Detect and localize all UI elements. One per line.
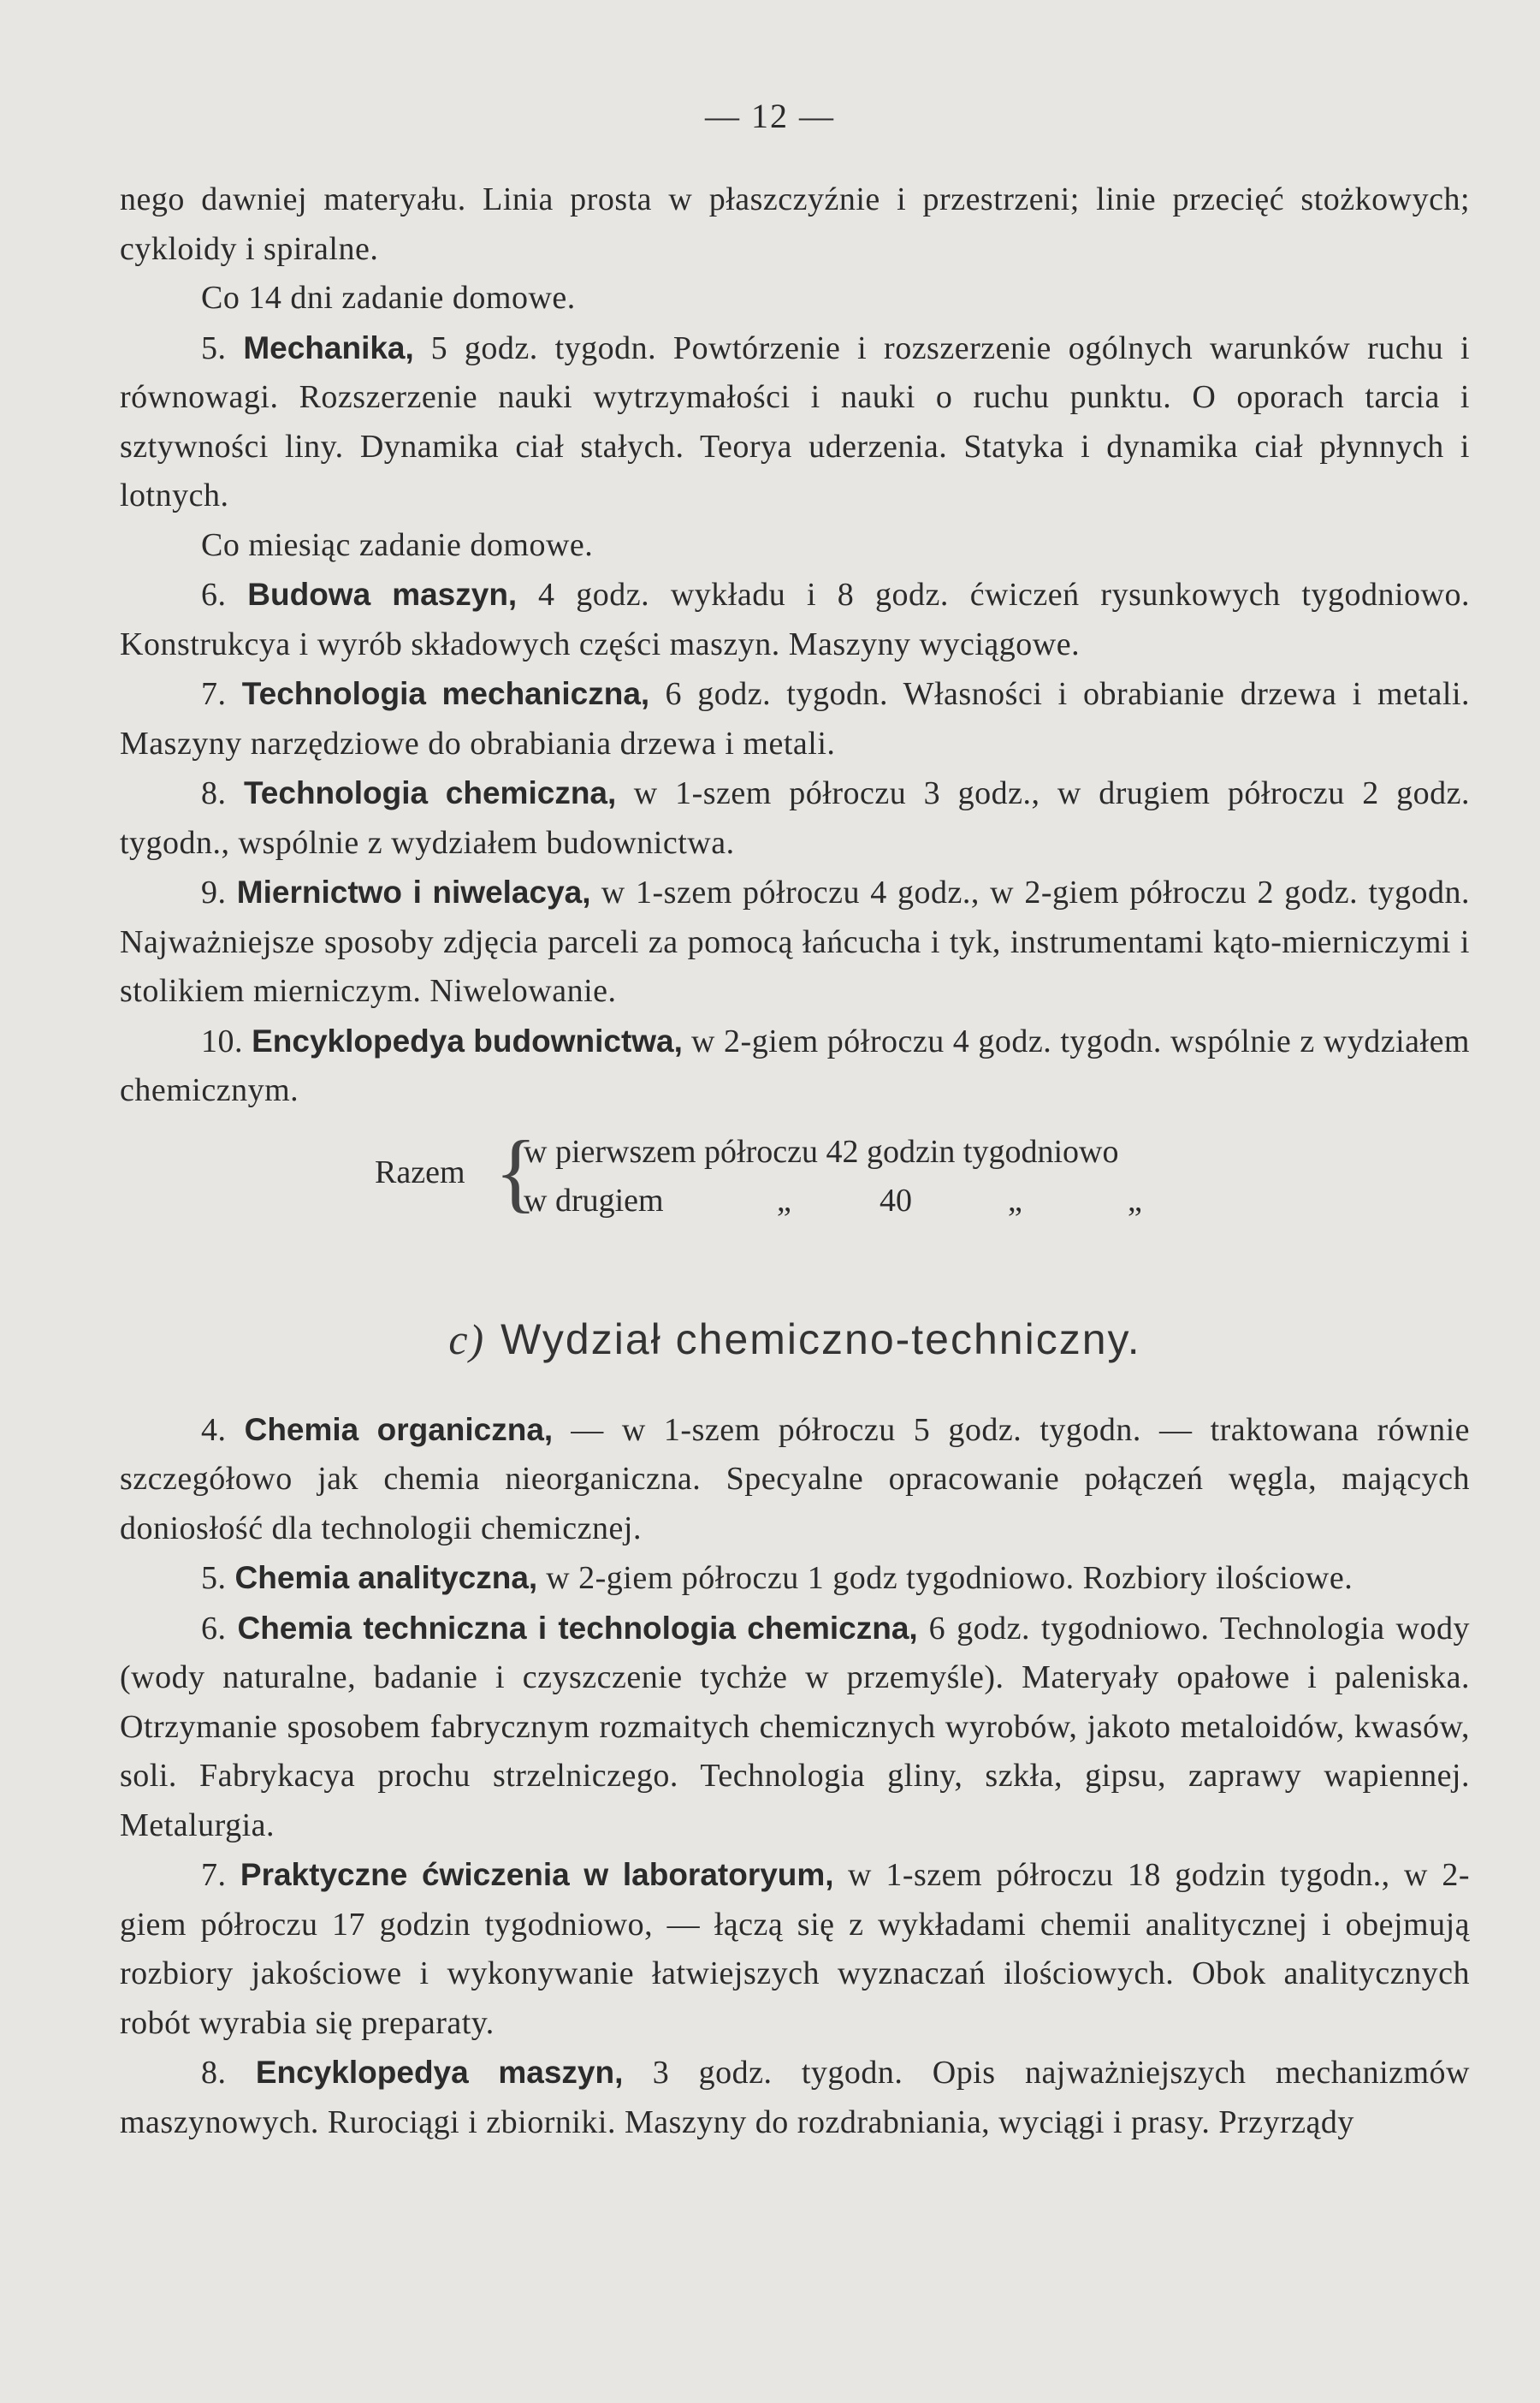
- paragraph-continuation: nego dawniej materyału. Linia prosta w płaszczyźnie i przestrzeni; linie przecięć stożkowych; cykloidy i spiralne.: [120, 181, 1470, 267]
- item-technologia-mechaniczna: [120, 669, 1470, 768]
- item-text: w 1-szem półroczu 4 godz., w 2-giem półroczu 2 godz. tygodn. Najważniejsze sposoby zdjęcia parceli za pomocą łańcucha i tyk, instrumentami kąto-mierniczymi i stolikiem mierniczym. Niwelowanie.: [120, 875, 1471, 1009]
- item-encyklopedya-maszyn: [120, 2048, 1470, 2147]
- page-body: [120, 175, 1470, 2147]
- item-number: 7.: [201, 1857, 240, 1893]
- item-text: 6 godz. tygodniowo. Technologia wody (wody naturalne, badanie i czyszczenie tychże w przemyśle). Materyały opałowe i paleniska. Otrzymanie sposobem fabrycznym rozmaitych chemicznych wyrobów, jakoto metaloidów, kwasów, soli. Fabrykacya prochu strzelniczego. Technologia gliny, szkła, gipsu, zaprawy wapiennej. Metalurgia.: [120, 1610, 1470, 1843]
- item-text: w 1-szem półroczu 3 godz., w drugiem półroczu 2 godz. tygodn., wspólnie z wydziałem budownictwa.: [120, 775, 1471, 861]
- item-title: Praktyczne ćwiczenia w laboratoryum,: [240, 1857, 834, 1892]
- brace-icon: {: [495, 1122, 537, 1221]
- item-title: Miernictwo i niwelacya,: [236, 875, 591, 910]
- item-title: Chemia organiczna,: [244, 1411, 554, 1447]
- item-number: 10.: [201, 1023, 252, 1059]
- item-title: Mechanika,: [243, 329, 414, 365]
- summary-line-second: w drugiem: [524, 1182, 664, 1219]
- item-encyklopedya-budownictwa: [120, 1017, 1470, 1116]
- item-number: 8.: [201, 2055, 256, 2091]
- item-number: 5.: [201, 1560, 235, 1596]
- item-title: Encyklopedya budownictwa,: [252, 1023, 683, 1059]
- item-text: w 2-giem półroczu 1 godz tygodniowo. Rozbiory ilościowe.: [537, 1560, 1353, 1596]
- section-title: Wydział chemiczno-techniczny.: [500, 1314, 1141, 1363]
- item-chemia-techniczna: [120, 1604, 1470, 1851]
- item-title: Chemia techniczna i technologia chemiczna,: [237, 1610, 918, 1646]
- item-title: Technologia mechaniczna,: [241, 676, 650, 711]
- section-letter: c): [448, 1314, 486, 1363]
- item-text: w 2-giem półroczu 4 godz. tygodn. wspólnie z wydziałem chemicznym.: [120, 1023, 1470, 1108]
- item-text: — w 1-szem półroczu 5 godz. tygodn. — traktowana równie szczegółowo jak chemia nieorganiczna. Specyalne opracowanie połączeń węgla, mających doniosłość dla technologii chemicznej.: [120, 1411, 1471, 1546]
- item-budowa-maszyn: [120, 570, 1470, 669]
- item-mechanika: [120, 323, 1470, 521]
- item-number: 4.: [201, 1411, 245, 1448]
- item-technologia-chemiczna: [120, 768, 1470, 868]
- item-chemia-analityczna: [120, 1553, 1470, 1604]
- summary-line-first: w pierwszem półroczu 42 godzin tygodniowo: [524, 1133, 1119, 1170]
- item-number: 6.: [201, 577, 248, 613]
- ditto-mark: „: [777, 1182, 791, 1219]
- item-number: 7.: [201, 676, 242, 712]
- hours-summary: [120, 1122, 1470, 1229]
- section-heading: [120, 1314, 1470, 1364]
- item-text: 3 godz. tygodn. Opis najważniejszych mechanizmów maszynowych. Rurociągi i zbiorniki. Maszyny do rozdrabniania, wyciągi i prasy. Przyrządy: [120, 2055, 1470, 2140]
- item-text: w 1-szem półroczu 18 godzin tygodn., w 2-giem półroczu 17 godzin tygodniowo, — łączą się z wykładami chemii analitycznej i obejmują rozbiory jakościowe i wykonywanie łatwiejszych wyznaczań ilościowych. Obok analitycznych robót wyrabia się preparaty.: [120, 1857, 1470, 2041]
- item-number: 8.: [201, 775, 244, 811]
- item-title: Encyklopedya maszyn,: [255, 2055, 624, 2090]
- summary-hours-second: 40: [880, 1182, 912, 1219]
- item-text: 4 godz. wykładu i 8 godz. ćwiczeń rysunkowych tygodniowo. Konstrukcya i wyrób składowych części maszyn. Maszyny wyciągowe.: [120, 577, 1470, 662]
- item-title: Chemia analityczna,: [234, 1560, 538, 1595]
- item-title: Budowa maszyn,: [247, 577, 518, 612]
- summary-label: Razem: [375, 1154, 465, 1190]
- item-text: 6 godz. tygodn. Własności i obrabianie drzewa i metali. Maszyny narzędziowe do obrabiania drzewa i metali.: [120, 676, 1471, 762]
- item-number: 5.: [201, 329, 244, 366]
- item-chemia-organiczna: [120, 1405, 1470, 1554]
- ditto-mark: „: [1128, 1182, 1142, 1219]
- item-title: Technologia chemiczna,: [243, 775, 617, 810]
- paragraph-monthly-note: Co miesiąc zadanie domowe.: [201, 526, 594, 563]
- item-number: 6.: [201, 1610, 238, 1646]
- item-number: 9.: [201, 875, 237, 911]
- item-text: 5 godz. tygodn. Powtórzenie i rozszerzenie ogólnych warunków ruchu i równowagi. Rozszerzenie nauki wytrzymałości i nauki o ruchu punktu. O oporach tarcia i sztywności liny. Dynamika ciał stałych. Teorya uderzenia. Statyka i dynamika ciał płynnych i lotnych.: [120, 329, 1471, 513]
- item-miernictwo: [120, 868, 1470, 1017]
- item-cwiczenia-laboratoryum: [120, 1850, 1470, 2048]
- ditto-mark: „: [1008, 1182, 1022, 1219]
- page-number: — 12 —: [705, 97, 835, 135]
- paragraph-homework-note: Co 14 dni zadanie domowe.: [201, 280, 576, 316]
